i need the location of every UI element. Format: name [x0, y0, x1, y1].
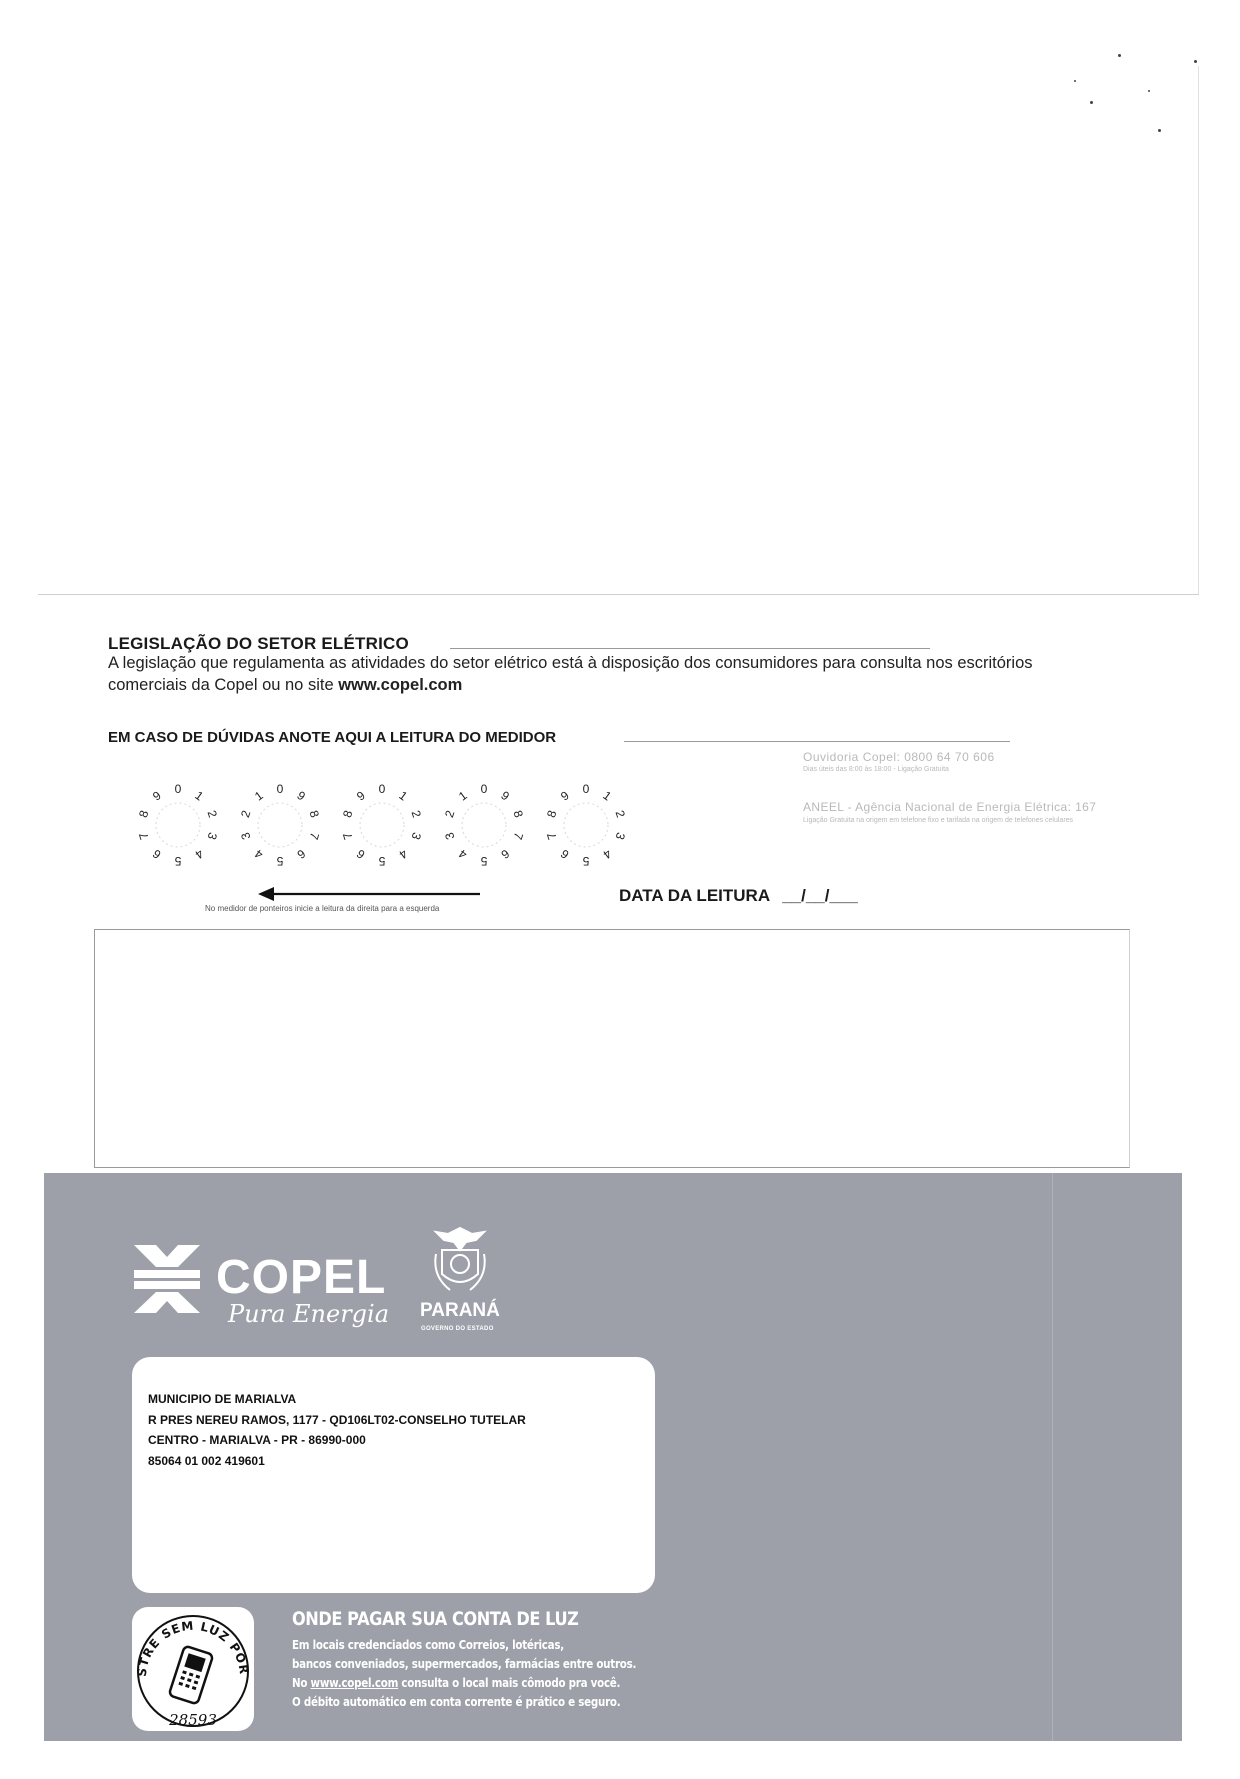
ouvidoria-info — [803, 750, 995, 773]
message-box — [94, 929, 1130, 1168]
meter-dial-digit: 3 — [238, 830, 254, 842]
onde-pagar — [292, 1608, 692, 1712]
meter-dial-digit: 9 — [557, 788, 572, 804]
meter-dial-digit: 8 — [340, 808, 356, 820]
copel-logo-icon — [132, 1243, 202, 1315]
address-line: R PRES NEREU RAMOS, 1177 - QD106LT02-CONSELHO TUTELAR — [148, 1412, 526, 1427]
onde-pagar-title: ONDE PAGAR SUA CONTA DE LUZ — [292, 1608, 579, 1630]
left-arrow-icon — [258, 886, 480, 902]
meter-dial-digit: 1 — [600, 788, 615, 804]
meter-dial-digit: 8 — [510, 808, 526, 820]
meter-dial-digit: 7 — [136, 830, 152, 842]
meter-dial-digit: 6 — [353, 846, 368, 862]
meter-dial-digit: 1 — [192, 788, 207, 804]
meter-dial-digit: 3 — [204, 830, 220, 842]
meter-dial-digit: 6 — [294, 846, 309, 862]
meter-dial-digit: 6 — [557, 846, 572, 862]
meter-dial — [136, 782, 220, 868]
meter-dial-digit: 8 — [544, 808, 560, 820]
meter-dial-digit: 5 — [480, 854, 488, 868]
meter-dial-digit: 6 — [498, 846, 513, 862]
meter-dial-digit: 5 — [378, 854, 386, 868]
data-leitura — [619, 886, 858, 906]
meter-dial-digit: 7 — [544, 830, 560, 842]
meter-dial-digit: 0 — [378, 782, 386, 796]
legislacao-title: LEGISLAÇÃO DO SETOR ELÉTRICO — [108, 634, 409, 653]
meter-dial-digit: 0 — [480, 782, 488, 796]
meter-dial-digit: 4 — [396, 846, 411, 862]
meter-dial-ring — [156, 803, 200, 847]
meter-dial-digit: 4 — [455, 846, 470, 862]
meter-dial-digit: 5 — [582, 854, 590, 868]
medidor-hint: No medidor de ponteiros inicie a leitura da direita para a esquerda — [205, 904, 440, 913]
parana-coat-of-arms-icon — [428, 1224, 492, 1300]
sms-number: 28593 — [169, 1711, 217, 1729]
meter-dial-digit: 6 — [149, 846, 164, 862]
meter-dial — [442, 782, 526, 868]
meter-dial-digit: 7 — [306, 830, 322, 842]
onde-pagar-consulta: consulta o local mais cômodo pra você. — [398, 1676, 621, 1690]
meter-dial-digit: 7 — [340, 830, 356, 842]
meter-dial-digit: 3 — [442, 830, 458, 842]
meter-dial-digit: 5 — [276, 854, 284, 868]
meter-dial-digit: 9 — [149, 788, 164, 804]
top-blank-panel — [38, 66, 1199, 595]
meter-dial-digit: 2 — [204, 808, 220, 820]
meter-dial-digit: 9 — [294, 788, 309, 804]
onde-pagar-line: Em locais credenciados como Correios, lotéricas, — [292, 1638, 564, 1652]
meter-dial-digit: 5 — [174, 854, 182, 868]
envelope-fold-line — [1052, 1173, 1053, 1741]
sms-arc-text: STRE SEM LUZ POR — [134, 1618, 252, 1678]
meter-dial-digit: 8 — [306, 808, 322, 820]
meter-dial-digit: 3 — [408, 830, 424, 842]
legislacao-text — [108, 652, 1108, 696]
data-leitura-label: DATA DA LEITURA — [619, 886, 770, 905]
address-line: 85064 01 002 419601 — [148, 1453, 265, 1468]
aneel-note: Ligação Gratuita na origem em telefone fixo e tarifada na origem de telefones celulares — [803, 817, 1074, 824]
aneel-info — [803, 800, 1163, 825]
onde-pagar-line-site — [292, 1674, 636, 1693]
meter-dial-digit: 7 — [510, 830, 526, 842]
onde-pagar-no: No — [292, 1676, 311, 1690]
parana-sublabel: GOVERNO DO ESTADO — [421, 1326, 494, 1332]
meter-dial-digit: 9 — [498, 788, 513, 804]
data-leitura-field[interactable]: __/__/___ — [782, 886, 858, 905]
meter-dial-ring — [462, 803, 506, 847]
copel-tagline: Pura Energia — [228, 1300, 390, 1328]
meter-dials — [132, 775, 642, 875]
onde-pagar-line: O débito automático em conta corrente é prático e seguro. — [292, 1695, 621, 1709]
onde-pagar-site-link[interactable]: www.copel.com — [310, 1676, 399, 1690]
meter-dial-digit: 2 — [612, 808, 628, 820]
meter-dial-digit: 4 — [192, 846, 207, 862]
meter-dial-digit: 3 — [612, 830, 628, 842]
meter-dial-digit: 9 — [353, 788, 368, 804]
ouvidoria-phone: Ouvidoria Copel: 0800 64 70 606 — [803, 750, 995, 764]
meter-dial-digit: 0 — [174, 782, 182, 796]
scan-speck — [1118, 54, 1121, 57]
address-line: MUNICIPIO DE MARIALVA — [148, 1392, 297, 1406]
meter-dial-digit: 0 — [276, 782, 284, 796]
meter-dial-ring — [258, 803, 302, 847]
meter-dial-digit: 1 — [455, 788, 470, 804]
meter-dial — [544, 782, 628, 868]
meter-dial-ring — [360, 803, 404, 847]
meter-dial-ring — [564, 803, 608, 847]
meter-dial — [340, 782, 424, 868]
ouvidoria-hours: Dias úteis das 8:00 às 18:00 - Ligação Gratuita — [803, 766, 949, 773]
parana-label: PARANÁ — [420, 1300, 500, 1321]
phone-icon — [169, 1646, 214, 1705]
meter-dial-digit: 2 — [408, 808, 424, 820]
recipient-address — [148, 1389, 526, 1471]
meter-dial-digit: 1 — [251, 788, 266, 804]
legislacao-rule — [450, 648, 930, 649]
onde-pagar-line: bancos conveniados, supermercados, farmácias entre outros. — [292, 1657, 637, 1671]
meter-dial-digit: 2 — [238, 808, 254, 820]
legislacao-site-link[interactable]: www.copel.com — [338, 676, 463, 694]
aneel-phone: ANEEL - Agência Nacional de Energia Elétrica: 167 — [803, 800, 1097, 814]
scan-speck — [1194, 60, 1197, 63]
sms-badge-graphic — [132, 1607, 254, 1731]
meter-dial-digit: 2 — [442, 808, 458, 820]
meter-dial — [238, 782, 322, 868]
meter-dial-digit: 8 — [136, 808, 152, 820]
medidor-heading: EM CASO DE DÚVIDAS ANOTE AQUI A LEITURA DO MEDIDOR — [108, 729, 557, 746]
copel-brand: COPEL — [216, 1251, 387, 1304]
medidor-rule — [624, 741, 1010, 742]
meter-dial-digit: 4 — [600, 846, 615, 862]
meter-dial-digit: 1 — [396, 788, 411, 804]
meter-dial-digit: 4 — [251, 846, 266, 862]
sms-badge — [132, 1607, 254, 1731]
legislacao-body: A legislação que regulamenta as atividades do setor elétrico está à disposição dos consumidores para consulta nos escritórios comerciais da Copel ou no site — [108, 654, 1033, 694]
meter-dial-digit: 0 — [582, 782, 590, 796]
address-line: CENTRO - MARIALVA - PR - 86990-000 — [148, 1433, 366, 1447]
